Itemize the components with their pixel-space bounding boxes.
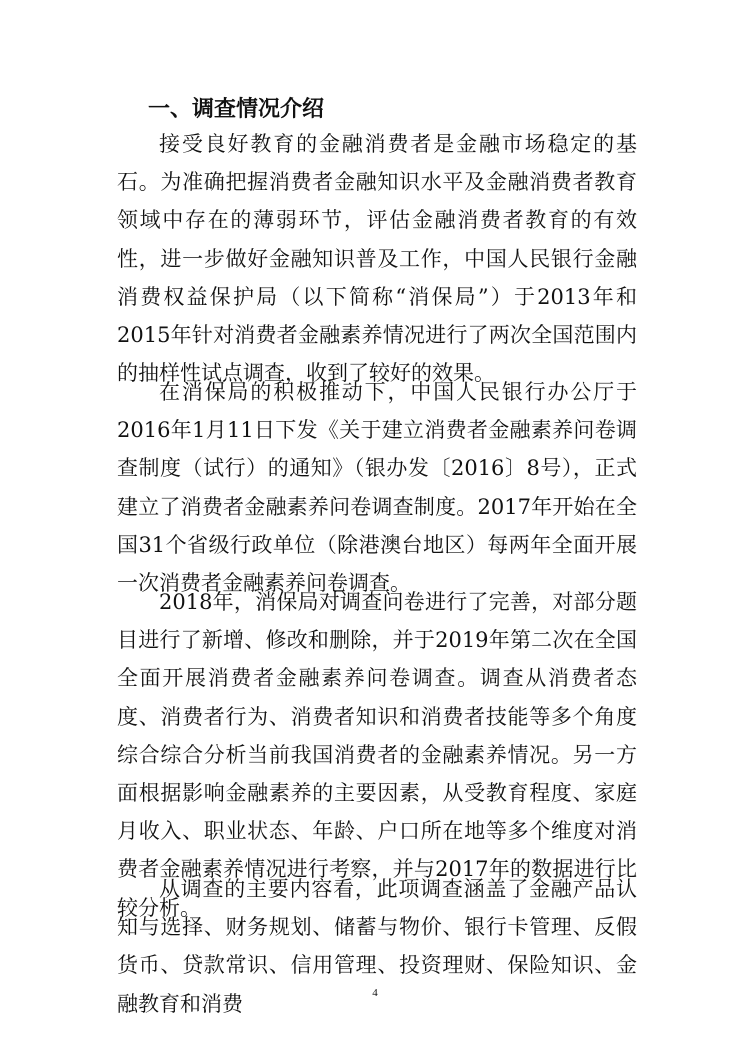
section-heading: 一、调查情况介绍	[148, 96, 325, 122]
page-number: 4	[372, 987, 378, 999]
paragraph-2018-survey: 2018年，消保局对调查问卷进行了完善，对部分题目进行了新增、修改和删除，并于2019年第二次在全国全面开展消费者金融素养问卷调查。调查从消费者态度、消费者行为、消费者知识和消费者技能等多个角度综合综合分析当前我国消费者的金融素养情况。另一方面根据影响金融素养的主要因素，从受教育程度、家庭月收入、职业状态、年龄、户口所在地等多个维度对消费者金融素养情况进行考察，并与2017年的数据进行比较分析。	[117, 590, 637, 920]
paragraph-intro: 接受良好教育的金融消费者是金融市场稳定的基石。为准确把握消费者金融知识水平及金融消费者教育领域中存在的薄弱环节，评估金融消费者教育的有效性，进一步做好金融知识普及工作，中国人民银行金融消费权益保护局（以下简称“消保局”）于2013年和2015年针对消费者金融素养情况进行了两次全国范围内的抽样性试点调查，收到了较好的效果。	[117, 132, 637, 386]
paragraph-institution: 在消保局的积极推动下，中国人民银行办公厅于2016年1月11日下发《关于建立消费者金融素养问卷调查制度（试行）的通知》（银办发〔2016〕8号），正式建立了消费者金融素养问卷调查制度。2017年开始在全国31个省级行政单位（除港澳台地区）每两年全面开展一次消费者金融素养问卷调查。	[117, 380, 637, 596]
paragraph-survey-content: 从调查的主要内容看，此项调查涵盖了金融产品认知与选择、财务规划、储蓄与物价、银行卡管理、反假货币、贷款常识、信用管理、投资理财、保险知识、金融教育和消费	[117, 877, 637, 1016]
